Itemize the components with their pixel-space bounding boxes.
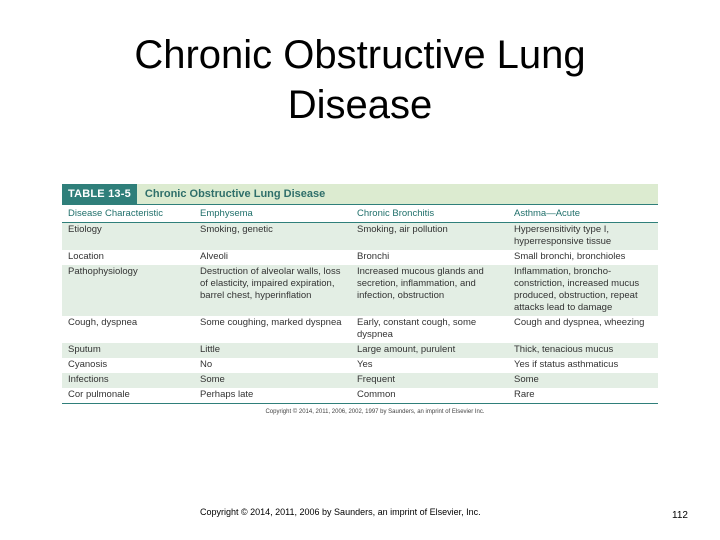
- table-row: [62, 316, 658, 343]
- table-cell: Some coughing, marked dyspnea: [200, 317, 342, 328]
- table-cell: Common: [351, 388, 508, 404]
- table-cell: Some: [508, 373, 658, 388]
- table-cell: Thick, tenacious mucus: [508, 343, 658, 358]
- page-number: 112: [672, 510, 688, 521]
- table-cell: Sputum: [62, 343, 194, 358]
- table-cell: Cough, dyspnea: [68, 317, 138, 328]
- disease-table: [62, 204, 658, 404]
- table-row: [62, 343, 658, 358]
- table-cell: Little: [194, 343, 351, 358]
- table-row: [62, 358, 658, 373]
- header-emphysema: Emphysema: [194, 205, 351, 223]
- disease-table-figure: [62, 184, 658, 415]
- table-row: [62, 250, 658, 265]
- table-cell: Pathophysiology: [62, 265, 194, 316]
- footer-copyright: Copyright © 2014, 2011, 2006 by Saunders, an imprint of Elsevier, Inc.: [200, 507, 481, 517]
- table-cell: Yes: [357, 359, 373, 370]
- header-chronic-bronchitis: Chronic Bronchitis: [351, 205, 508, 223]
- table-cell: Cor pulmonale: [62, 388, 194, 404]
- table-cell: Yes if status asthmaticus: [514, 359, 619, 370]
- table-cell: No: [200, 359, 213, 370]
- table-row: [62, 373, 658, 388]
- table-cell: Cough and dyspnea, wheezing: [514, 317, 645, 328]
- header-disease-characteristic: Disease Characteristic: [62, 205, 194, 223]
- table-cell: Large amount, purulent: [351, 343, 508, 358]
- table-cell: Rare: [508, 388, 658, 404]
- table-cell: Small bronchi, bronchioles: [514, 251, 626, 262]
- table-cell: Alveoli: [200, 251, 228, 262]
- table-cell: Frequent: [351, 373, 508, 388]
- table-cell: Infections: [62, 373, 194, 388]
- table-cell: Smoking, genetic: [194, 223, 351, 251]
- table-cell: Early, constant cough, some dyspnea: [357, 317, 477, 340]
- table-cell: Some: [194, 373, 351, 388]
- table-caption: [62, 184, 658, 204]
- table-cell: Cyanosis: [68, 359, 108, 370]
- table-cell: Perhaps late: [194, 388, 351, 404]
- table-cell: Hypersensitivity type I, hyperresponsive tissue: [508, 223, 658, 251]
- table-cell: Smoking, air pollution: [351, 223, 508, 251]
- table-cell: Destruction of alveolar walls, loss of elasticity, impaired expiration, barrel chest, hyperinflation: [194, 265, 351, 316]
- table-cell: Etiology: [62, 223, 194, 251]
- table-credit: Copyright © 2014, 2011, 2006, 2002, 1997 by Saunders, an imprint of Elsevier Inc.: [265, 409, 485, 415]
- table-cell: Location: [68, 251, 104, 262]
- table-row: [62, 265, 658, 316]
- slide-title: Chronic Obstructive Lung Disease: [134, 33, 586, 127]
- table-number: TABLE 13-5: [62, 184, 137, 204]
- header-asthma-acute: Asthma—Acute: [508, 205, 658, 223]
- table-row: [62, 223, 658, 251]
- table-cell: Increased mucous glands and secretion, inflammation, and infection, obstruction: [351, 265, 508, 316]
- table-header-row: [62, 205, 658, 223]
- table-row: [62, 388, 658, 404]
- table-cell: Inflammation, broncho-constriction, increased mucus produced, obstruction, repeat attacks lead to damage: [508, 265, 658, 316]
- table-cell: Bronchi: [357, 251, 390, 262]
- table-caption-title: Chronic Obstructive Lung Disease: [144, 188, 326, 200]
